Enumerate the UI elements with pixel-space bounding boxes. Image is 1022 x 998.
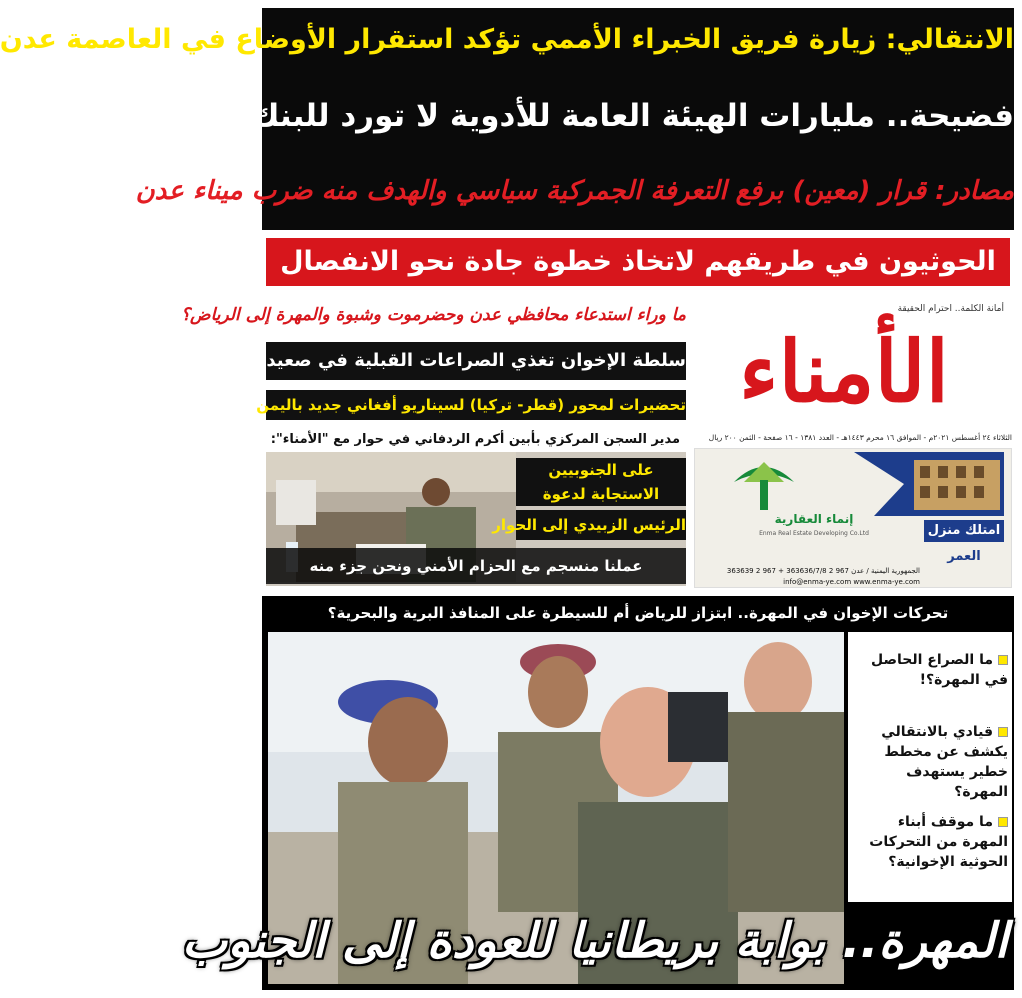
sidebar-item-text: ما موقف أبناء المهرة من التحركات الحوثية الإخوانية؟ bbox=[869, 814, 1008, 870]
interview-quote-1: على الجنوبيين الاستجابة لدعوة bbox=[516, 458, 686, 506]
sidebar-item-text: قيادي بالانتقالي يكشف عن مخطط خطير يستهدف المهرة؟ bbox=[881, 724, 1008, 800]
ad-web[interactable]: info@enma-ye.com www.enma-ye.com bbox=[783, 578, 920, 586]
dateline: الثلاثاء ٢٤ أغسطس ٢٠٢١م - الموافق ١٦ محرم ١٤٤٣هـ - العدد ١٣٨١ - ١٦ صفحة - الثمن ٢٠٠ ريال bbox=[708, 433, 1012, 442]
sidebar-item[interactable] bbox=[848, 650, 1008, 710]
ad-phone: الجمهورية اليمنية / عدن 967 2 363636/7/8 + 967 2 363639 bbox=[726, 567, 920, 575]
feature-title[interactable]: تحركات الإخوان في المهرة.. ابتزاز للرياض أم للسيطرة على المنافذ البرية والبحرية؟ bbox=[327, 604, 949, 622]
ad-company-subtitle: Enma Real Estate Developing Co.Ltd bbox=[759, 530, 869, 537]
ad-company-name: إنماء العقارية bbox=[774, 512, 854, 526]
ad-contact bbox=[700, 566, 920, 588]
headline-customs-tariff[interactable]: مصادر: قرار (معين) برفع التعرفة الجمركية سياسي والهدف منه ضرب ميناء عدن bbox=[135, 176, 1014, 206]
ad-slogan-1: امتلك منزل bbox=[924, 520, 1004, 542]
headline-houthis-secession[interactable]: الحوثيون في طريقهم لاتخاذ خطوة جادة نحو الانفصال bbox=[264, 236, 1012, 288]
newspaper-logo: الأمناء bbox=[739, 322, 949, 421]
main-headline[interactable]: المهرة.. بوابة بريطانيا للعودة إلى الجنوب bbox=[181, 913, 1008, 969]
headline-governors-riyadh[interactable]: ما وراء استدعاء محافظي عدن وحضرموت وشبوة والمهرة إلى الرياض؟ bbox=[181, 305, 686, 325]
ad-graphic bbox=[704, 452, 1004, 516]
headline-medicines-scandal[interactable]: فضيحة.. مليارات الهيئة العامة للأدوية لا تورد للبنك المركزي! bbox=[98, 98, 1014, 134]
sidebar-item[interactable] bbox=[848, 722, 1008, 802]
bullet-icon bbox=[998, 817, 1008, 827]
headline-qatar-turkey[interactable]: تحضيرات لمحور (قطر- تركيا) لسيناريو أفغاني جديد باليمن bbox=[266, 390, 686, 420]
interview-quote-2: الرئيس الزبيدي إلى الحوار bbox=[516, 510, 686, 540]
interview-title[interactable]: مدير السجن المركزي بأبين أكرم الردفاني في حوار مع "الأمناء": bbox=[266, 428, 686, 452]
sidebar-item[interactable] bbox=[848, 812, 1008, 896]
bullet-icon bbox=[998, 655, 1008, 665]
bullet-icon bbox=[998, 727, 1008, 737]
interview-quote-3: عملنا منسجم مع الحزام الأمني ونحن جزء منه bbox=[266, 548, 686, 584]
masthead-tagline: أمانة الكلمة.. احترام الحقيقة bbox=[897, 304, 1004, 314]
headline-shabwa-tribal[interactable]: سلطة الإخوان تغذي الصراعات القبلية في صعيد شبوة bbox=[266, 342, 686, 380]
sidebar-item-text: ما الصراع الحاصل في المهرة؟! bbox=[870, 652, 1008, 688]
ad-slogan-2: العمر bbox=[947, 549, 981, 564]
headline-stc-visit[interactable]: الانتقالي: زيارة فريق الخبراء الأممي تؤكد استقرار الأوضاع في العاصمة عدن bbox=[0, 24, 1014, 55]
